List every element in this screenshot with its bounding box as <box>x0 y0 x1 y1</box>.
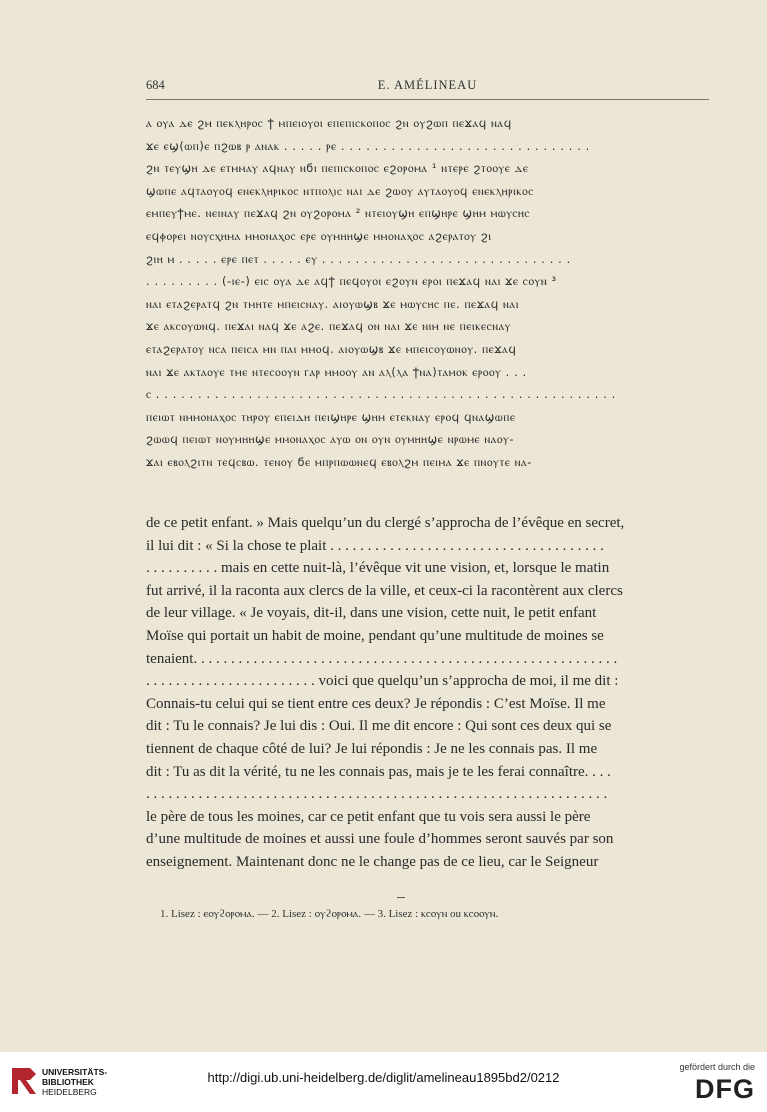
coptic-line: ⲛⲁⲓ ϫⲉ ⲁⲕⲧⲁⲟⲩⲉ ⲧⲙⲉ ⲛⲧⲉⲥⲟⲟⲩⲛ ⲅⲁⲣ ⲙⲙⲟⲟⲩ ⲁⲛ ⲁⲗ(ⲗⲁ ϯⲛⲁ)ⲧⲁⲙⲟⲕ ⲉⲣⲟⲟⲩ . . . <box>146 364 527 379</box>
coptic-text-block <box>146 112 709 474</box>
french-line: le père de tous les moines, car ce petit enfant que tu vois sera aussi le père <box>146 808 591 825</box>
funded-by-label: gefördert durch die <box>679 1062 755 1072</box>
footnote-rule <box>397 897 405 898</box>
library-name-line: BIBLIOTHEK <box>42 1077 94 1087</box>
coptic-line: ⲥ . . . . . . . . . . . . . . . . . . . . . . . . . . . . . . . . . . . . . . . . . . . . . . . . . . . . . . . <box>146 387 616 402</box>
french-line: dit : Tu le connais? Je lui dis : Oui. Il me dit encore : Qui sont ces deux qui se <box>146 718 612 735</box>
french-line: tenaient. . . . . . . . . . . . . . . . . . . . . . . . . . . . . . . . . . . . . . . . . . . . . . . . . . . . . . . . . <box>146 650 618 667</box>
coptic-line: ϩⲱⲱϥ ⲡⲉⲓⲱⲧ ⲛⲟⲩⲙⲏⲏϣⲉ ⲙⲙⲟⲛⲁⲭⲟⲥ ⲁⲩⲱ ⲟⲛ ⲟⲩⲛ ⲟⲩⲙⲏⲏϣⲉ ⲛⲣⲱⲙⲉ ⲛⲁⲟⲩ- <box>146 432 515 447</box>
french-line: de leur village. « Je voyais, dit-il, dans une vision, cette nuit, le petit enfant <box>146 605 597 622</box>
coptic-line: ϫⲁⲓ ⲉⲃⲟⲗϩⲓⲧⲛ ⲧⲉϥⲥⲃⲱ. ⲧⲉⲛⲟⲩ ϭⲉ ⲙⲡⲣⲡⲱⲱⲛⲉϥ ⲉⲃⲟⲗϩⲙ ⲡⲉⲓⲙⲁ ϫⲉ ⲡⲛⲟⲩⲧⲉ ⲛⲁ- <box>146 454 533 469</box>
digitization-footer <box>0 1052 767 1112</box>
dfg-logo[interactable]: DFG <box>695 1074 755 1104</box>
french-line: d’une multitude de moines et aussi une foule d’hommes seront sauvés par son <box>146 831 614 848</box>
french-line: de ce petit enfant. » Mais quelqu’un du clergé s’approcha de l’évêque en secret, <box>146 515 625 531</box>
running-header <box>146 78 709 98</box>
french-line: . . . . . . . . . . mais en cette nuit-là, l’évêque vit une vision, et, lorsque le matin <box>146 560 610 577</box>
library-name-line: HEIDELBERG <box>42 1087 97 1097</box>
french-line: tiennent de chaque côté de lui? Je lui répondis : Je ne les connais pas. Il me <box>146 740 598 757</box>
coptic-line: ϣⲱⲡⲉ ⲁϥⲧⲁⲟⲩⲟϥ ⲉⲛⲉⲕⲗⲏⲣⲓⲕⲟⲥ ⲛⲧⲡⲟⲗⲓⲥ ⲛⲁⲓ ⲇⲉ ϩⲱⲟⲩ ⲁⲩⲧⲁⲟⲩⲟϥ ⲉⲛⲉⲕⲗⲏⲣⲓⲕⲟⲥ <box>146 183 534 198</box>
coptic-line: ϫⲉ ⲁⲕⲥⲟⲩⲱⲛϥ. ⲡⲉϫⲁⲓ ⲛⲁϥ ϫⲉ ⲁϩⲉ. ⲡⲉϫⲁϥ ⲟⲛ ⲛⲁⲓ ϫⲉ ⲛⲓⲙ ⲛⲉ ⲡⲉⲓⲕⲉⲥⲛⲁⲩ <box>146 319 512 334</box>
coptic-line: . . . . . . . . . (-ⲓⲉ-) ⲉⲓⲥ ⲟⲩⲁ ⲇⲉ ⲁϥϯ ⲡⲉϥⲟⲩⲟⲓ ⲉϩⲟⲩⲛ ⲉⲣⲟⲓ ⲡⲉϫⲁϥ ⲛⲁⲓ ϫⲉ ⲥⲟⲩⲛ ³ <box>146 274 557 289</box>
coptic-line: ⲉⲙⲡⲉⲩϯⲙⲉ. ⲛⲉⲓⲛⲁⲩ ⲡⲉϫⲁϥ ϩⲛ ⲟⲩϩⲟⲣⲟⲙⲁ ² ⲛⲧⲉⲓⲟⲩϣⲏ ⲉⲡϣⲏⲣⲉ ϣⲏⲙ ⲙⲱⲩⲥⲏⲥ <box>146 206 531 221</box>
french-line: enseignement. Maintenant donc ne le change pas de ce lieu, car le Seigneur <box>146 853 599 870</box>
french-line: . . . . . . . . . . . . . . . . . . . . . . . . . . . . . . . . . . . . . . . . . . . . . . . . . . . . . . . . . . . . . . <box>146 786 608 803</box>
french-line: il lui dit : « Si la chose te plait . . . . . . . . . . . . . . . . . . . . . . . . . . . . . . . . . . . . . <box>146 537 604 554</box>
page-number: 684 <box>146 78 165 92</box>
coptic-line: ⲁ ⲟⲩⲁ ⲇⲉ ϩⲙ ⲡⲉⲕⲗⲏⲣⲟⲥ ϯ ⲙⲡⲉⲓⲟⲩⲟⲓ ⲉⲡⲉⲡⲓⲥⲕⲟⲡⲟⲥ ϩⲛ ⲟⲩϩⲱⲡ ⲡⲉϫⲁϥ ⲛⲁϥ <box>146 116 512 130</box>
french-line: dit : Tu as dit la vérité, tu ne les connais pas, mais je te les ferai connaître. . . . <box>146 763 611 780</box>
coptic-line: ⲉⲧⲁϩⲉⲣⲁⲧⲟⲩ ⲛⲥⲁ ⲡⲉⲓⲥⲁ ⲙⲛ ⲡⲁⲓ ⲙⲙⲟϥ. ⲁⲓⲟⲩⲱϣⲃ ϫⲉ ⲙⲡⲉⲓⲥⲟⲩⲱⲛⲟⲩ. ⲡⲉϫⲁϥ <box>146 341 517 356</box>
footnote: 1. Lisez : ⲉⲟⲩϩⲟⲣⲟⲙⲁ. — 2. Lisez : ⲟⲩϩⲟⲣⲟⲙⲁ. — 3. Lisez : ⲕⲥⲟⲩⲛ ou ⲕⲥⲟⲟⲩⲛ. <box>160 908 499 920</box>
french-line: fut arrivé, il la raconta aux clercs de la ville, et ceux-ci la racontèrent aux clercs <box>146 582 623 599</box>
coptic-line: ⲛⲁⲓ ⲉⲧⲁϩⲉⲣⲁⲧϥ ϩⲛ ⲧⲙⲏⲧⲉ ⲙⲡⲉⲓⲥⲛⲁⲩ. ⲁⲓⲟⲩⲱϣⲃ ϫⲉ ⲙⲱⲩⲥⲏⲥ ⲡⲉ. ⲡⲉϫⲁϥ ⲛⲁⲓ <box>146 296 519 311</box>
running-title: E. AMÉLINEAU <box>377 78 478 92</box>
french-line: Moïse qui portait un habit de moine, pendant qu’une multitude de moines se <box>146 627 604 644</box>
library-name-line: UNIVERSITÄTS- <box>42 1067 108 1077</box>
header-rule <box>146 99 709 100</box>
french-translation-block <box>146 512 709 874</box>
permalink-url[interactable]: http://digi.ub.uni-heidelberg.de/diglit/amelineau1895bd2/0212 <box>207 1070 560 1085</box>
coptic-line: ϫⲉ ⲉϣ(ⲱⲡ)ⲉ ⲡϩⲱⲃ ⲣ ⲁⲛⲁⲕ . . . . . ⲣⲉ . . . . . . . . . . . . . . . . . . . . . . . . . . . . . . <box>146 138 590 153</box>
coptic-line: ⲡⲉⲓⲱⲧ ⲛⲙⲙⲟⲛⲁⲭⲟⲥ ⲧⲏⲣⲟⲩ ⲉⲡⲉⲓⲇⲏ ⲡⲉⲓϣⲏⲣⲉ ϣⲏⲙ ⲉⲧⲉⲕⲛⲁⲩ ⲉⲣⲟϥ ϥⲛⲁϣⲱⲡⲉ <box>146 409 516 424</box>
coptic-line: ϩⲛ ⲧⲉⲩϣⲏ ⲇⲉ ⲉⲧⲙⲙⲁⲩ ⲁϥⲛⲁⲩ ⲛϭⲓ ⲡⲉⲡⲓⲥⲕⲟⲡⲟⲥ ⲉϩⲟⲣⲟⲙⲁ ¹ ⲛⲧⲉⲣⲉ ϩⲧⲟⲟⲩⲉ ⲇⲉ <box>146 161 529 176</box>
coptic-line: ϩⲓⲏ ⲙ . . . . . ⲉⲣⲉ ⲡⲉⲧ . . . . . ⲉⲩ . . . . . . . . . . . . . . . . . . . . . . . . . . . . . . <box>146 251 571 266</box>
french-line: . . . . . . . . . . . . . . . . . . . . . . . voici que quelqu’un s’approcha de moi, il me dit : <box>146 673 619 690</box>
french-line: Connais-tu celui qui se tient entre ces deux? Je répondis : C’est Moïse. Il me <box>146 695 606 712</box>
coptic-line: ⲉϥⲫⲟⲣⲉⲓ ⲛⲟⲩⲥⲭⲏⲙⲁ ⲙⲙⲟⲛⲁⲭⲟⲥ ⲉⲣⲉ ⲟⲩⲙⲏⲏϣⲉ ⲙⲙⲟⲛⲁⲭⲟⲥ ⲁϩⲉⲣⲁⲧⲟⲩ ϩⲓ <box>146 228 492 243</box>
